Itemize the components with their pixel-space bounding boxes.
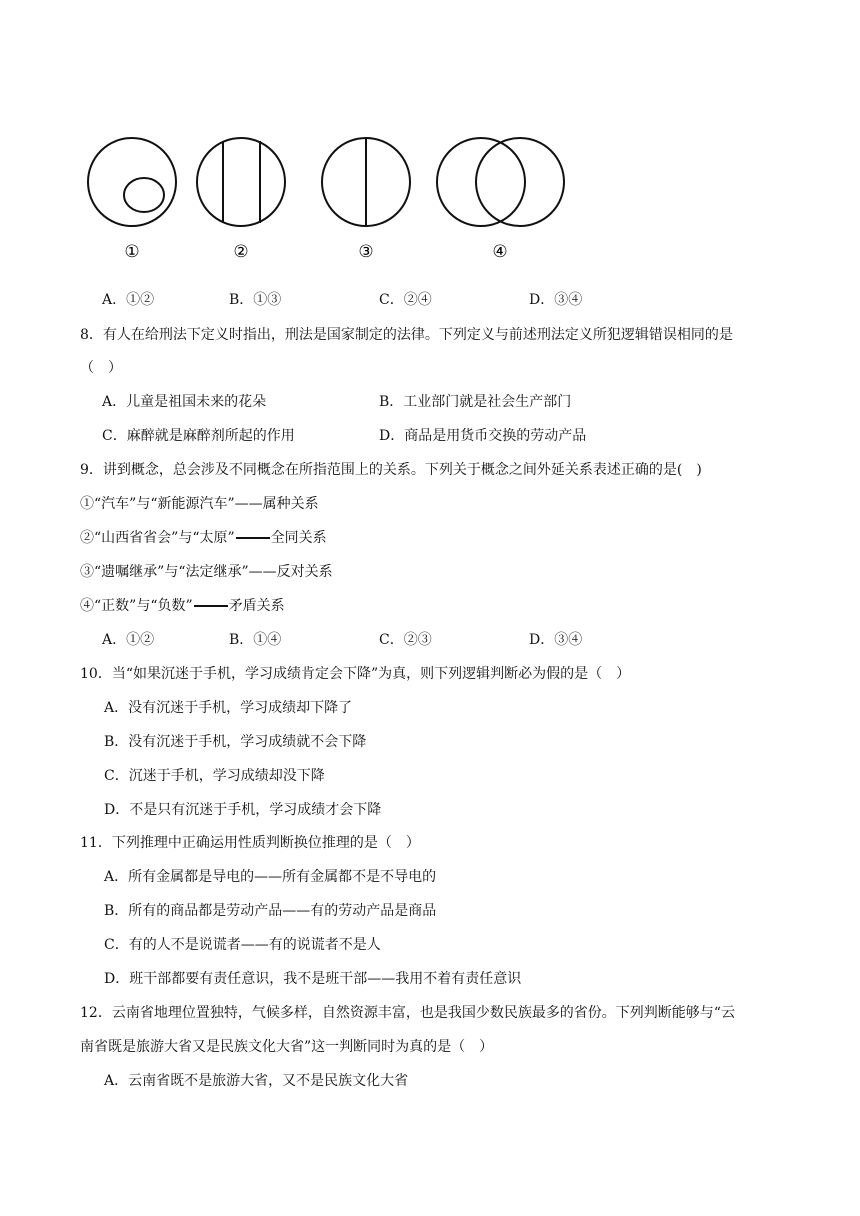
q11-stem: 11．下列推理中正确运用性质判断换位推理的是（ ） bbox=[80, 835, 420, 851]
q7-option-b[interactable]: B．①③ bbox=[229, 292, 282, 308]
q12-stem-line2: 南省既是旅游大省又是民族文化大省”这一判断同时为真的是（ ） bbox=[80, 1039, 494, 1055]
q9-item-4-relation: 矛盾关系 bbox=[228, 598, 285, 614]
q7-option-a[interactable]: A．①② bbox=[102, 292, 155, 308]
diagram-1 bbox=[88, 138, 176, 262]
q9-option-b[interactable]: B．①④ bbox=[229, 632, 282, 648]
q11-option-b[interactable]: B．所有的商品都是劳动产品——有的劳动产品是商品 bbox=[104, 903, 437, 919]
diagram-2 bbox=[197, 138, 285, 262]
diagram-label-3: ③ bbox=[358, 242, 374, 262]
q9-option-c[interactable]: C．②③ bbox=[379, 632, 432, 648]
q9-item-4 bbox=[80, 596, 285, 616]
q10-option-d[interactable]: D．不是只有沉迷于手机，学习成绩才会下降 bbox=[104, 802, 382, 818]
q11-option-d[interactable]: D．班干部都要有责任意识，我不是班干部——我用不着有责任意识 bbox=[104, 971, 522, 987]
q10-option-c[interactable]: C．沉迷于手机，学习成绩却没下降 bbox=[104, 768, 325, 784]
dash-line bbox=[194, 605, 228, 607]
q9-item-2-text: ②“山西省省会”与“太原” bbox=[80, 530, 235, 546]
diagram-4 bbox=[437, 138, 564, 262]
q8-option-c[interactable]: C．麻醉就是麻醉剂所起的作用 bbox=[102, 428, 295, 444]
q12-option-a[interactable]: A．云南省既不是旅游大省，又不是民族文化大省 bbox=[104, 1073, 409, 1089]
q10-option-b[interactable]: B．没有沉迷于手机，学习成绩就不会下降 bbox=[104, 734, 367, 750]
q7-option-c[interactable]: C．②④ bbox=[379, 292, 432, 308]
q9-option-d[interactable]: D．③④ bbox=[529, 632, 583, 648]
q9-item-1: ①“汽车”与“新能源汽车”——属种关系 bbox=[80, 496, 319, 512]
q8-option-b[interactable]: B．工业部门就是社会生产部门 bbox=[379, 394, 572, 410]
q9-item-3: ③“遗嘱继承”与“法定继承”——反对关系 bbox=[80, 564, 333, 580]
diagram-label-1: ① bbox=[124, 242, 140, 262]
q12-stem-line1: 12．云南省地理位置独特，气候多样，自然资源丰富，也是我国少数民族最多的省份。下列判断能够与“云 bbox=[80, 1005, 735, 1021]
q9-item-4-text: ④“正数”与“负数” bbox=[80, 598, 193, 614]
q10-option-a[interactable]: A．没有沉迷于手机，学习成绩却下降了 bbox=[104, 700, 353, 716]
q8-stem-line2: （ ） bbox=[80, 360, 122, 376]
concept-diagrams bbox=[80, 128, 580, 268]
diagram-label-2: ② bbox=[233, 242, 249, 262]
diagram-3 bbox=[322, 138, 410, 262]
q9-item-2-relation: 全同关系 bbox=[270, 530, 327, 546]
q11-option-a[interactable]: A．所有金属都是导电的——所有金属都不是不导电的 bbox=[104, 869, 437, 885]
q10-stem: 10．当“如果沉迷于手机，学习成绩肯定会下降”为真，则下列逻辑判断必为假的是（ ） bbox=[80, 666, 631, 682]
q9-stem: 9．讲到概念，总会涉及不同概念在所指范围上的关系。下列关于概念之间外延关系表述正确的是( ) bbox=[80, 462, 702, 478]
q11-option-c[interactable]: C．有的人不是说谎者——有的说谎者不是人 bbox=[104, 937, 381, 953]
diagram-label-4: ④ bbox=[492, 242, 508, 262]
q7-option-d[interactable]: D．③④ bbox=[529, 292, 583, 308]
q8-stem-line1: 8．有人在给刑法下定义时指出，刑法是国家制定的法律。下列定义与前述刑法定义所犯逻辑错误相同的是 bbox=[80, 327, 733, 343]
q8-option-d[interactable]: D．商品是用货币交换的劳动产品 bbox=[379, 428, 587, 444]
dash-line bbox=[236, 537, 270, 539]
q9-item-2 bbox=[80, 528, 327, 548]
q9-option-a[interactable]: A．①② bbox=[102, 632, 155, 648]
euler-diagrams-svg bbox=[80, 128, 580, 268]
q8-option-a[interactable]: A．儿童是祖国未来的花朵 bbox=[102, 394, 267, 410]
